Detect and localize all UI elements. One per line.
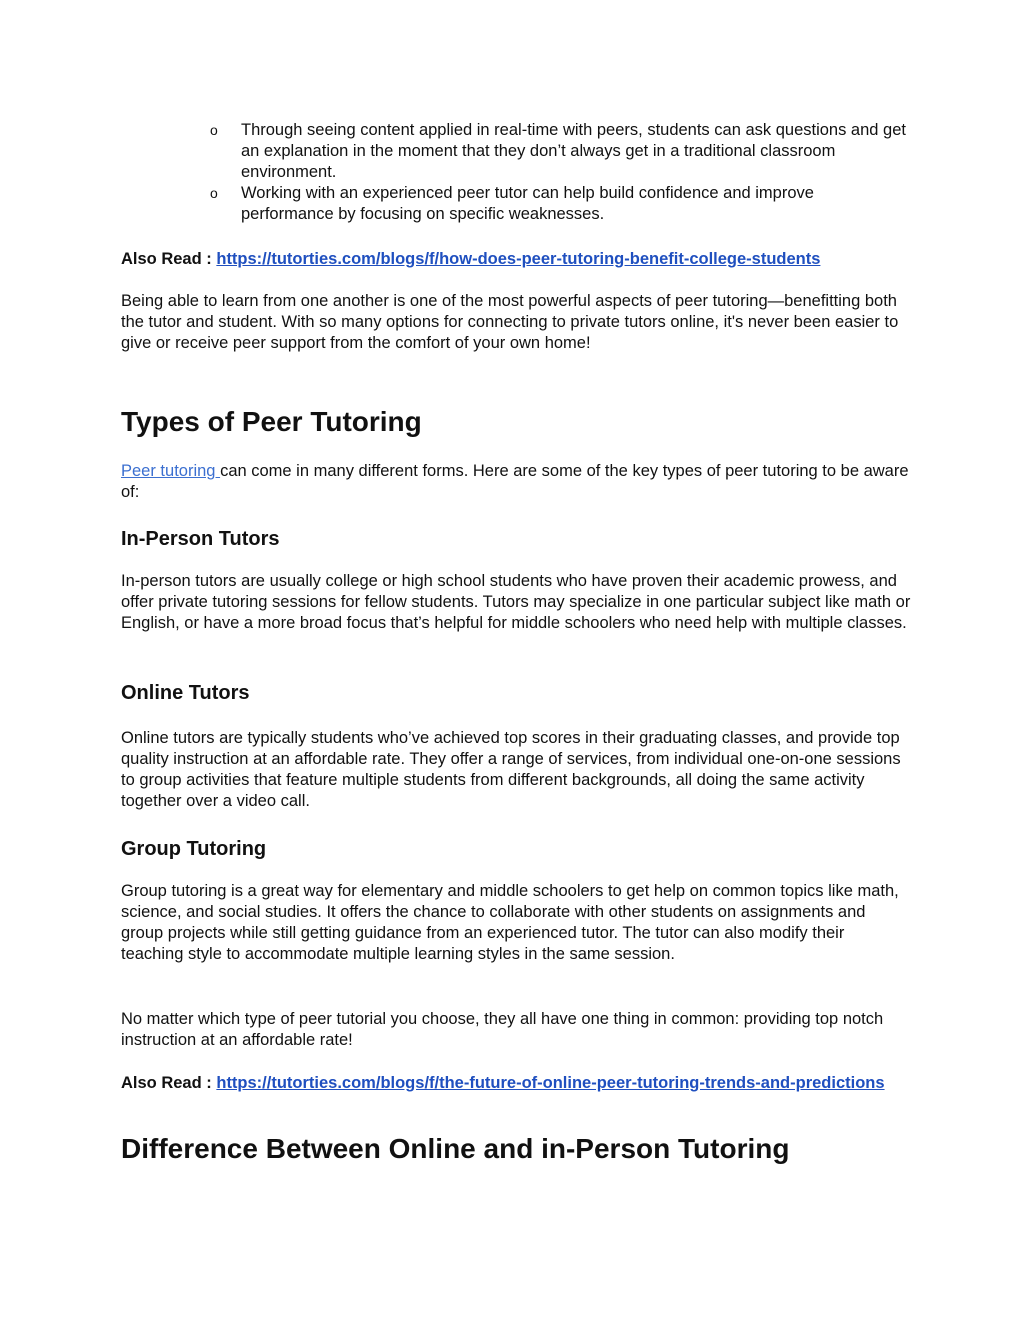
subheading-group: Group Tutoring <box>121 838 267 860</box>
bullet-list <box>206 120 906 225</box>
intro-paragraph: Being able to learn from one another is one of the most powerful aspects of peer tutoring—benefitting both the tutor and student. With so many options for connecting to private tutors online, it's never been easier to give or receive peer support from the comfort of your own home! <box>121 292 899 352</box>
conclusion-paragraph: No matter which type of peer tutorial you choose, they all have one thing in common: providing top notch instruction at an affordable rate! <box>121 1010 884 1049</box>
online-paragraph: Online tutors are typically students who’ve achieved top scores in their graduating classes, and provide top quality instruction at an affordable rate. They offer a range of services, from individual one-on-one sessions to group activities that feature multiple students from different backgrounds, all doing the same activity together over a video call. <box>121 729 901 810</box>
group-paragraph: Group tutoring is a great way for elementary and middle schoolers to get help on common topics like math, science, and social studies. It offers the chance to collaborate with other students on assignments and group projects while still getting guidance from an experienced tutor. The tutor can also modify their teaching style to accommodate multiple learning styles in the same session. <box>121 882 899 963</box>
circle-bullet-icon: o <box>210 185 218 201</box>
also-read-label: Also Read : <box>121 250 217 268</box>
subheading-online: Online Tutors <box>121 682 250 704</box>
bullet-text: Through seeing content applied in real-time with peers, students can ask questions and get an explanation in the moment that they don’t always get in a traditional classroom environment. <box>241 121 906 181</box>
also-read-2 <box>121 1072 901 1094</box>
circle-bullet-icon: o <box>210 122 218 138</box>
list-item <box>206 120 906 183</box>
also-read-label: Also Read : <box>121 1074 217 1092</box>
list-item <box>206 183 906 225</box>
types-intro-paragraph <box>121 461 911 503</box>
subheading-in-person: In-Person Tutors <box>121 528 280 550</box>
also-read-link-2[interactable]: https://tutorties.com/blogs/f/the-future-of-online-peer-tutoring-trends-and-predictions <box>216 1074 885 1092</box>
peer-tutoring-link[interactable]: Peer tutoring <box>121 462 221 480</box>
also-read-1 <box>121 248 921 270</box>
section-heading-difference: Difference Between Online and in-Person Tutoring <box>121 1133 790 1164</box>
section-heading-types: Types of Peer Tutoring <box>121 406 422 437</box>
types-intro-text: can come in many different forms. Here are some of the key types of peer tutoring to be aware of: <box>121 462 909 501</box>
also-read-link-1[interactable]: https://tutorties.com/blogs/f/how-does-peer-tutoring-benefit-college-students <box>216 250 821 268</box>
in-person-paragraph: In-person tutors are usually college or high school students who have proven their academic prowess, and offer private tutoring sessions for fellow students. Tutors may specialize in one particular subject like math or English, or have a more broad focus that’s helpful for middle schoolers who need help with multiple classes. <box>121 572 911 632</box>
bullet-text: Working with an experienced peer tutor can help build confidence and improve performance by focusing on specific weaknesses. <box>241 184 814 223</box>
